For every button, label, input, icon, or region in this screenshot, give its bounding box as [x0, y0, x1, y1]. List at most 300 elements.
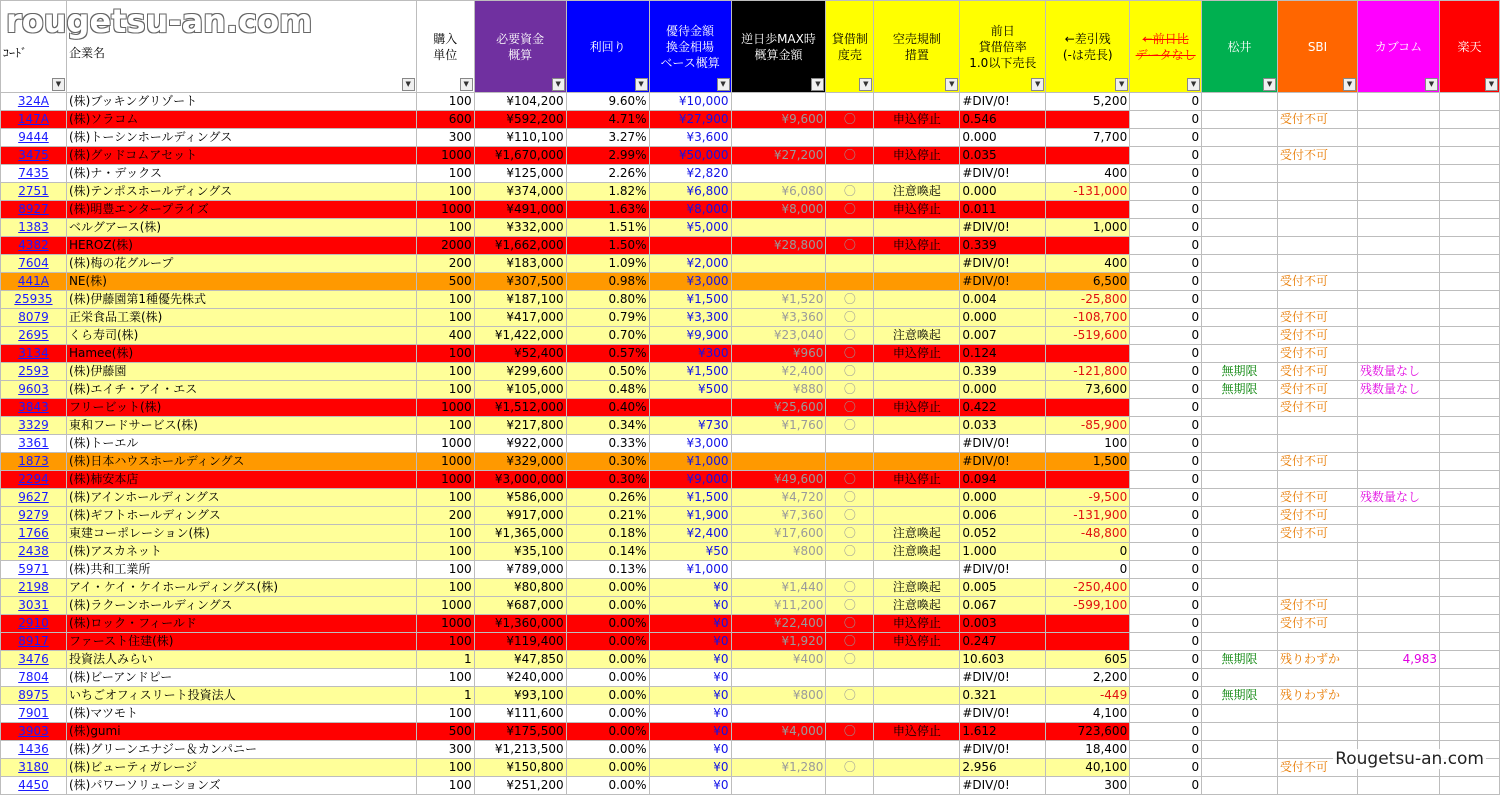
cell-kabucom: [1358, 327, 1440, 345]
cell-capital: ¥187,100: [474, 291, 566, 309]
cell-unit: 100: [416, 219, 474, 237]
cell-reverse-fee: ¥6,080: [731, 183, 826, 201]
cell-code[interactable]: 2910: [1, 615, 67, 633]
cell-margin: 〇: [826, 687, 874, 705]
cell-prev-diff: 0: [1130, 615, 1202, 633]
cell-matsui: [1202, 615, 1278, 633]
filter-dropdown-icon[interactable]: ▼: [402, 78, 415, 91]
cell-ratio: #DIV/0!: [960, 93, 1046, 111]
cell-ratio: 0.006: [960, 507, 1046, 525]
cell-code[interactable]: 3180: [1, 759, 67, 777]
filter-dropdown-icon[interactable]: ▼: [52, 78, 65, 91]
cell-sbi: [1278, 633, 1358, 651]
cell-reverse-fee: ¥800: [731, 687, 826, 705]
cell-matsui: [1202, 777, 1278, 795]
cell-rakuten: [1439, 615, 1499, 633]
table-row: [1, 651, 1500, 669]
cell-code[interactable]: 7435: [1, 165, 67, 183]
table-row: [1, 669, 1500, 687]
col-header-label: 逆日歩MAX時 概算金額: [741, 31, 816, 62]
cell-matsui: [1202, 219, 1278, 237]
cell-unit: 100: [416, 165, 474, 183]
cell-matsui: [1202, 417, 1278, 435]
cell-code[interactable]: 2695: [1, 327, 67, 345]
table-row: [1, 687, 1500, 705]
cell-ratio: 10.603: [960, 651, 1046, 669]
cell-kabucom: [1358, 255, 1440, 273]
cell-code[interactable]: 1383: [1, 219, 67, 237]
cell-margin: 〇: [826, 723, 874, 741]
cell-code[interactable]: 2438: [1, 543, 67, 561]
cell-balance: 100: [1046, 435, 1130, 453]
cell-balance: [1046, 201, 1130, 219]
cell-benefit: ¥9,000: [649, 471, 731, 489]
filter-dropdown-icon[interactable]: ▼: [1115, 78, 1128, 91]
filter-dropdown-icon[interactable]: ▼: [1425, 78, 1438, 91]
cell-matsui: [1202, 453, 1278, 471]
cell-prev-diff: 0: [1130, 183, 1202, 201]
cell-sbi: [1278, 219, 1358, 237]
cell-restriction: 申込停止: [874, 111, 960, 129]
cell-prev-diff: 0: [1130, 309, 1202, 327]
cell-restriction: 注意喚起: [874, 183, 960, 201]
table-row: [1, 381, 1500, 399]
cell-reverse-fee: ¥3,360: [731, 309, 826, 327]
cell-rakuten: [1439, 453, 1499, 471]
cell-company: 投資法人みらい: [66, 651, 416, 669]
table-row: [1, 399, 1500, 417]
cell-company: (株)ビューティガレージ: [66, 759, 416, 777]
table-row: [1, 255, 1500, 273]
cell-matsui: [1202, 507, 1278, 525]
cell-code[interactable]: 3031: [1, 597, 67, 615]
table-row: [1, 705, 1500, 723]
cell-code[interactable]: 7804: [1, 669, 67, 687]
cell-prev-diff: 0: [1130, 381, 1202, 399]
cell-code[interactable]: 25935: [1, 291, 67, 309]
cell-code[interactable]: 9627: [1, 489, 67, 507]
cell-kabucom: [1358, 399, 1440, 417]
cell-reverse-fee: ¥400: [731, 651, 826, 669]
cell-reverse-fee: [731, 561, 826, 579]
col-header-label: 必要資金 概算: [496, 31, 545, 62]
cell-prev-diff: 0: [1130, 165, 1202, 183]
cell-balance: 300: [1046, 777, 1130, 795]
cell-yield: 0.00%: [566, 687, 649, 705]
cell-reverse-fee: [731, 93, 826, 111]
cell-kabucom: [1358, 453, 1440, 471]
cell-rakuten: [1439, 597, 1499, 615]
cell-code[interactable]: 324A: [1, 93, 67, 111]
cell-margin: 〇: [826, 651, 874, 669]
cell-code[interactable]: 441A: [1, 273, 67, 291]
cell-benefit: ¥0: [649, 597, 731, 615]
cell-prev-diff: 0: [1130, 687, 1202, 705]
cell-code[interactable]: 8079: [1, 309, 67, 327]
cell-reverse-fee: ¥27,200: [731, 147, 826, 165]
cell-unit: 100: [416, 183, 474, 201]
cell-unit: 1000: [416, 201, 474, 219]
cell-company: (株)日本ハウスホールディングス: [66, 453, 416, 471]
cell-prev-diff: 0: [1130, 363, 1202, 381]
cell-ratio: 0.422: [960, 399, 1046, 417]
cell-sbi: 受付不可: [1278, 759, 1358, 777]
cell-company: (株)柿安本店: [66, 471, 416, 489]
table-row: [1, 201, 1500, 219]
cell-rakuten: [1439, 363, 1499, 381]
cell-code[interactable]: 2198: [1, 579, 67, 597]
filter-dropdown-icon[interactable]: ▼: [1187, 78, 1200, 91]
cell-unit: 1000: [416, 615, 474, 633]
cell-capital: ¥687,000: [474, 597, 566, 615]
table-row: [1, 111, 1500, 129]
cell-reverse-fee: ¥25,600: [731, 399, 826, 417]
table-row: [1, 471, 1500, 489]
cell-code[interactable]: 7901: [1, 705, 67, 723]
col-header-balance: [1046, 1, 1130, 93]
table-row: [1, 525, 1500, 543]
cell-sbi: [1278, 255, 1358, 273]
cell-sbi: [1278, 579, 1358, 597]
cell-balance: -48,800: [1046, 525, 1130, 543]
cell-code[interactable]: 1873: [1, 453, 67, 471]
cell-margin: [826, 165, 874, 183]
cell-code[interactable]: 9444: [1, 129, 67, 147]
cell-matsui: [1202, 759, 1278, 777]
cell-capital: ¥240,000: [474, 669, 566, 687]
cell-company: (株)グリーンエナジー＆カンパニー: [66, 741, 416, 759]
cell-ratio: #DIV/0!: [960, 669, 1046, 687]
cell-rakuten: [1439, 345, 1499, 363]
cell-reverse-fee: [731, 273, 826, 291]
cell-unit: 100: [416, 777, 474, 795]
cell-ratio: #DIV/0!: [960, 219, 1046, 237]
col-header-yield: [566, 1, 649, 93]
cell-rakuten: [1439, 165, 1499, 183]
cell-benefit: ¥0: [649, 741, 731, 759]
cell-benefit: ¥0: [649, 777, 731, 795]
cell-capital: ¥47,850: [474, 651, 566, 669]
cell-unit: 600: [416, 111, 474, 129]
cell-prev-diff: 0: [1130, 489, 1202, 507]
filter-dropdown-icon[interactable]: ▼: [859, 78, 872, 91]
cell-code[interactable]: 9603: [1, 381, 67, 399]
cell-kabucom: [1358, 291, 1440, 309]
cell-kabucom: [1358, 417, 1440, 435]
cell-benefit: ¥2,000: [649, 255, 731, 273]
cell-capital: ¥52,400: [474, 345, 566, 363]
cell-code[interactable]: 3475: [1, 147, 67, 165]
filter-dropdown-icon[interactable]: ▼: [1343, 78, 1356, 91]
filter-dropdown-icon[interactable]: ▼: [717, 78, 730, 91]
cell-kabucom: [1358, 345, 1440, 363]
col-header-prev-diff: [1130, 1, 1202, 93]
cell-restriction: 申込停止: [874, 201, 960, 219]
cell-code[interactable]: 4450: [1, 777, 67, 795]
cell-margin: 〇: [826, 615, 874, 633]
cell-capital: ¥299,600: [474, 363, 566, 381]
filter-dropdown-icon[interactable]: ▼: [1031, 78, 1044, 91]
cell-unit: 1000: [416, 435, 474, 453]
cell-code[interactable]: 3903: [1, 723, 67, 741]
cell-yield: 0.40%: [566, 399, 649, 417]
cell-reverse-fee: ¥4,720: [731, 489, 826, 507]
cell-margin: 〇: [826, 147, 874, 165]
col-header-ratio: [960, 1, 1046, 93]
cell-restriction: 注意喚起: [874, 327, 960, 345]
cell-sbi: 受付不可: [1278, 381, 1358, 399]
cell-benefit: ¥1,500: [649, 291, 731, 309]
cell-balance: -519,600: [1046, 327, 1130, 345]
cell-benefit: ¥0: [649, 633, 731, 651]
cell-matsui: 無期限: [1202, 363, 1278, 381]
table-row: [1, 723, 1500, 741]
table-row: [1, 93, 1500, 111]
cell-prev-diff: 0: [1130, 93, 1202, 111]
cell-restriction: [874, 669, 960, 687]
filter-dropdown-icon[interactable]: ▼: [1263, 78, 1276, 91]
cell-kabucom: [1358, 561, 1440, 579]
cell-unit: 100: [416, 633, 474, 651]
cell-company: (株)パワーソリューションズ: [66, 777, 416, 795]
cell-code[interactable]: 2593: [1, 363, 67, 381]
cell-company: (株)梅の花グループ: [66, 255, 416, 273]
filter-dropdown-icon[interactable]: ▼: [552, 78, 565, 91]
cell-reverse-fee: [731, 705, 826, 723]
table-row: [1, 759, 1500, 777]
cell-matsui: [1202, 111, 1278, 129]
cell-prev-diff: 0: [1130, 507, 1202, 525]
cell-matsui: [1202, 525, 1278, 543]
filter-dropdown-icon[interactable]: ▼: [460, 78, 473, 91]
cell-code[interactable]: 147A: [1, 111, 67, 129]
cell-rakuten: [1439, 435, 1499, 453]
cell-matsui: [1202, 561, 1278, 579]
cell-code[interactable]: 9279: [1, 507, 67, 525]
cell-company: (株)ラクーンホールディングス: [66, 597, 416, 615]
cell-code[interactable]: 2751: [1, 183, 67, 201]
filter-dropdown-icon[interactable]: ▼: [945, 78, 958, 91]
cell-code[interactable]: 3329: [1, 417, 67, 435]
cell-margin: 〇: [826, 399, 874, 417]
cell-balance: [1046, 633, 1130, 651]
cell-yield: 0.57%: [566, 345, 649, 363]
cell-capital: ¥104,200: [474, 93, 566, 111]
table-row: [1, 543, 1500, 561]
cell-benefit: ¥3,600: [649, 129, 731, 147]
filter-dropdown-icon[interactable]: ▼: [811, 78, 824, 91]
cell-capital: ¥125,000: [474, 165, 566, 183]
cell-company: (株)アインホールディングス: [66, 489, 416, 507]
cell-matsui: [1202, 723, 1278, 741]
cell-unit: 1000: [416, 399, 474, 417]
cell-matsui: [1202, 273, 1278, 291]
col-header-label: ｺｰﾄﾞ: [3, 46, 28, 60]
cell-rakuten: [1439, 507, 1499, 525]
cell-ratio: 0.094: [960, 471, 1046, 489]
cell-unit: 200: [416, 255, 474, 273]
cell-matsui: [1202, 309, 1278, 327]
cell-margin: 〇: [826, 201, 874, 219]
cell-sbi: 残りわずか: [1278, 651, 1358, 669]
cell-code[interactable]: 8975: [1, 687, 67, 705]
cell-prev-diff: 0: [1130, 399, 1202, 417]
cell-prev-diff: 0: [1130, 291, 1202, 309]
cell-capital: ¥1,365,000: [474, 525, 566, 543]
cell-company: くら寿司(株): [66, 327, 416, 345]
cell-reverse-fee: ¥9,600: [731, 111, 826, 129]
cell-margin: [826, 219, 874, 237]
cell-balance: -121,800: [1046, 363, 1130, 381]
cell-margin: 〇: [826, 597, 874, 615]
cell-benefit: ¥2,400: [649, 525, 731, 543]
cell-restriction: [874, 363, 960, 381]
cell-ratio: #DIV/0!: [960, 705, 1046, 723]
cell-unit: 100: [416, 669, 474, 687]
cell-prev-diff: 0: [1130, 525, 1202, 543]
cell-sbi: 受付不可: [1278, 273, 1358, 291]
cell-margin: 〇: [826, 381, 874, 399]
cell-balance: -25,800: [1046, 291, 1130, 309]
cell-company: (株)ビーアンドピー: [66, 669, 416, 687]
cell-sbi: [1278, 723, 1358, 741]
col-header-capital: [474, 1, 566, 93]
cell-unit: 100: [416, 363, 474, 381]
cell-code[interactable]: 8927: [1, 201, 67, 219]
cell-reverse-fee: ¥22,400: [731, 615, 826, 633]
cell-margin: 〇: [826, 291, 874, 309]
cell-restriction: [874, 291, 960, 309]
cell-sbi: [1278, 93, 1358, 111]
cell-kabucom: [1358, 507, 1440, 525]
cell-matsui: 無期限: [1202, 687, 1278, 705]
cell-sbi: 受付不可: [1278, 327, 1358, 345]
cell-capital: ¥105,000: [474, 381, 566, 399]
cell-yield: 0.00%: [566, 777, 649, 795]
cell-restriction: 申込停止: [874, 723, 960, 741]
cell-company: ベルグアース(株): [66, 219, 416, 237]
cell-reverse-fee: [731, 129, 826, 147]
cell-matsui: 無期限: [1202, 381, 1278, 399]
filter-dropdown-icon[interactable]: ▼: [635, 78, 648, 91]
cell-margin: [826, 453, 874, 471]
cell-benefit: ¥0: [649, 615, 731, 633]
cell-unit: 100: [416, 417, 474, 435]
cell-matsui: [1202, 471, 1278, 489]
cell-reverse-fee: ¥8,000: [731, 201, 826, 219]
table-row: [1, 327, 1500, 345]
cell-benefit: ¥300: [649, 345, 731, 363]
table-row: [1, 777, 1500, 795]
cell-yield: 0.00%: [566, 633, 649, 651]
cell-capital: ¥329,000: [474, 453, 566, 471]
cell-yield: 0.70%: [566, 327, 649, 345]
cell-balance: -85,900: [1046, 417, 1130, 435]
cell-benefit: ¥500: [649, 381, 731, 399]
cell-benefit: ¥5,000: [649, 219, 731, 237]
cell-margin: [826, 561, 874, 579]
cell-restriction: [874, 219, 960, 237]
table-row: [1, 165, 1500, 183]
cell-sbi: 受付不可: [1278, 489, 1358, 507]
cell-restriction: [874, 165, 960, 183]
cell-code[interactable]: 4382: [1, 237, 67, 255]
cell-prev-diff: 0: [1130, 237, 1202, 255]
cell-unit: 1: [416, 687, 474, 705]
cell-capital: ¥1,662,000: [474, 237, 566, 255]
cell-rakuten: [1439, 183, 1499, 201]
cell-matsui: [1202, 165, 1278, 183]
cell-unit: 100: [416, 579, 474, 597]
cell-kabucom: [1358, 687, 1440, 705]
cell-capital: ¥175,500: [474, 723, 566, 741]
cell-code[interactable]: 7604: [1, 255, 67, 273]
cell-ratio: 1.000: [960, 543, 1046, 561]
cell-benefit: ¥50: [649, 543, 731, 561]
cell-matsui: [1202, 147, 1278, 165]
cell-yield: 0.00%: [566, 597, 649, 615]
cell-code[interactable]: 3843: [1, 399, 67, 417]
cell-yield: 0.26%: [566, 489, 649, 507]
cell-prev-diff: 0: [1130, 651, 1202, 669]
cell-reverse-fee: ¥4,000: [731, 723, 826, 741]
cell-benefit: ¥8,000: [649, 201, 731, 219]
cell-kabucom: [1358, 723, 1440, 741]
cell-unit: 1000: [416, 147, 474, 165]
cell-ratio: 0.339: [960, 363, 1046, 381]
col-header-margin: [826, 1, 874, 93]
cell-balance: [1046, 615, 1130, 633]
cell-yield: 0.18%: [566, 525, 649, 543]
cell-kabucom: [1358, 111, 1440, 129]
cell-restriction: [874, 705, 960, 723]
cell-benefit: ¥0: [649, 705, 731, 723]
cell-ratio: 0.067: [960, 597, 1046, 615]
table-row: [1, 363, 1500, 381]
cell-company: (株)トーエル: [66, 435, 416, 453]
cell-ratio: 0.247: [960, 633, 1046, 651]
cell-code[interactable]: 3361: [1, 435, 67, 453]
cell-yield: 0.98%: [566, 273, 649, 291]
cell-margin: 〇: [826, 309, 874, 327]
cell-capital: ¥592,200: [474, 111, 566, 129]
cell-margin: 〇: [826, 543, 874, 561]
cell-margin: 〇: [826, 471, 874, 489]
cell-balance: 73,600: [1046, 381, 1130, 399]
cell-ratio: 0.011: [960, 201, 1046, 219]
cell-code[interactable]: 3476: [1, 651, 67, 669]
cell-benefit: ¥1,000: [649, 453, 731, 471]
cell-margin: [826, 705, 874, 723]
filter-dropdown-icon[interactable]: ▼: [1485, 78, 1498, 91]
cell-code[interactable]: 2294: [1, 471, 67, 489]
cell-prev-diff: 0: [1130, 345, 1202, 363]
cell-code[interactable]: 5971: [1, 561, 67, 579]
cell-code[interactable]: 3134: [1, 345, 67, 363]
cell-code[interactable]: 8917: [1, 633, 67, 651]
cell-capital: ¥217,800: [474, 417, 566, 435]
cell-capital: ¥1,360,000: [474, 615, 566, 633]
cell-restriction: 申込停止: [874, 471, 960, 489]
cell-margin: [826, 93, 874, 111]
cell-margin: 〇: [826, 633, 874, 651]
cell-kabucom: [1358, 777, 1440, 795]
cell-rakuten: [1439, 705, 1499, 723]
cell-benefit: ¥0: [649, 723, 731, 741]
cell-ratio: 0.546: [960, 111, 1046, 129]
cell-code[interactable]: 1766: [1, 525, 67, 543]
cell-code[interactable]: 1436: [1, 741, 67, 759]
